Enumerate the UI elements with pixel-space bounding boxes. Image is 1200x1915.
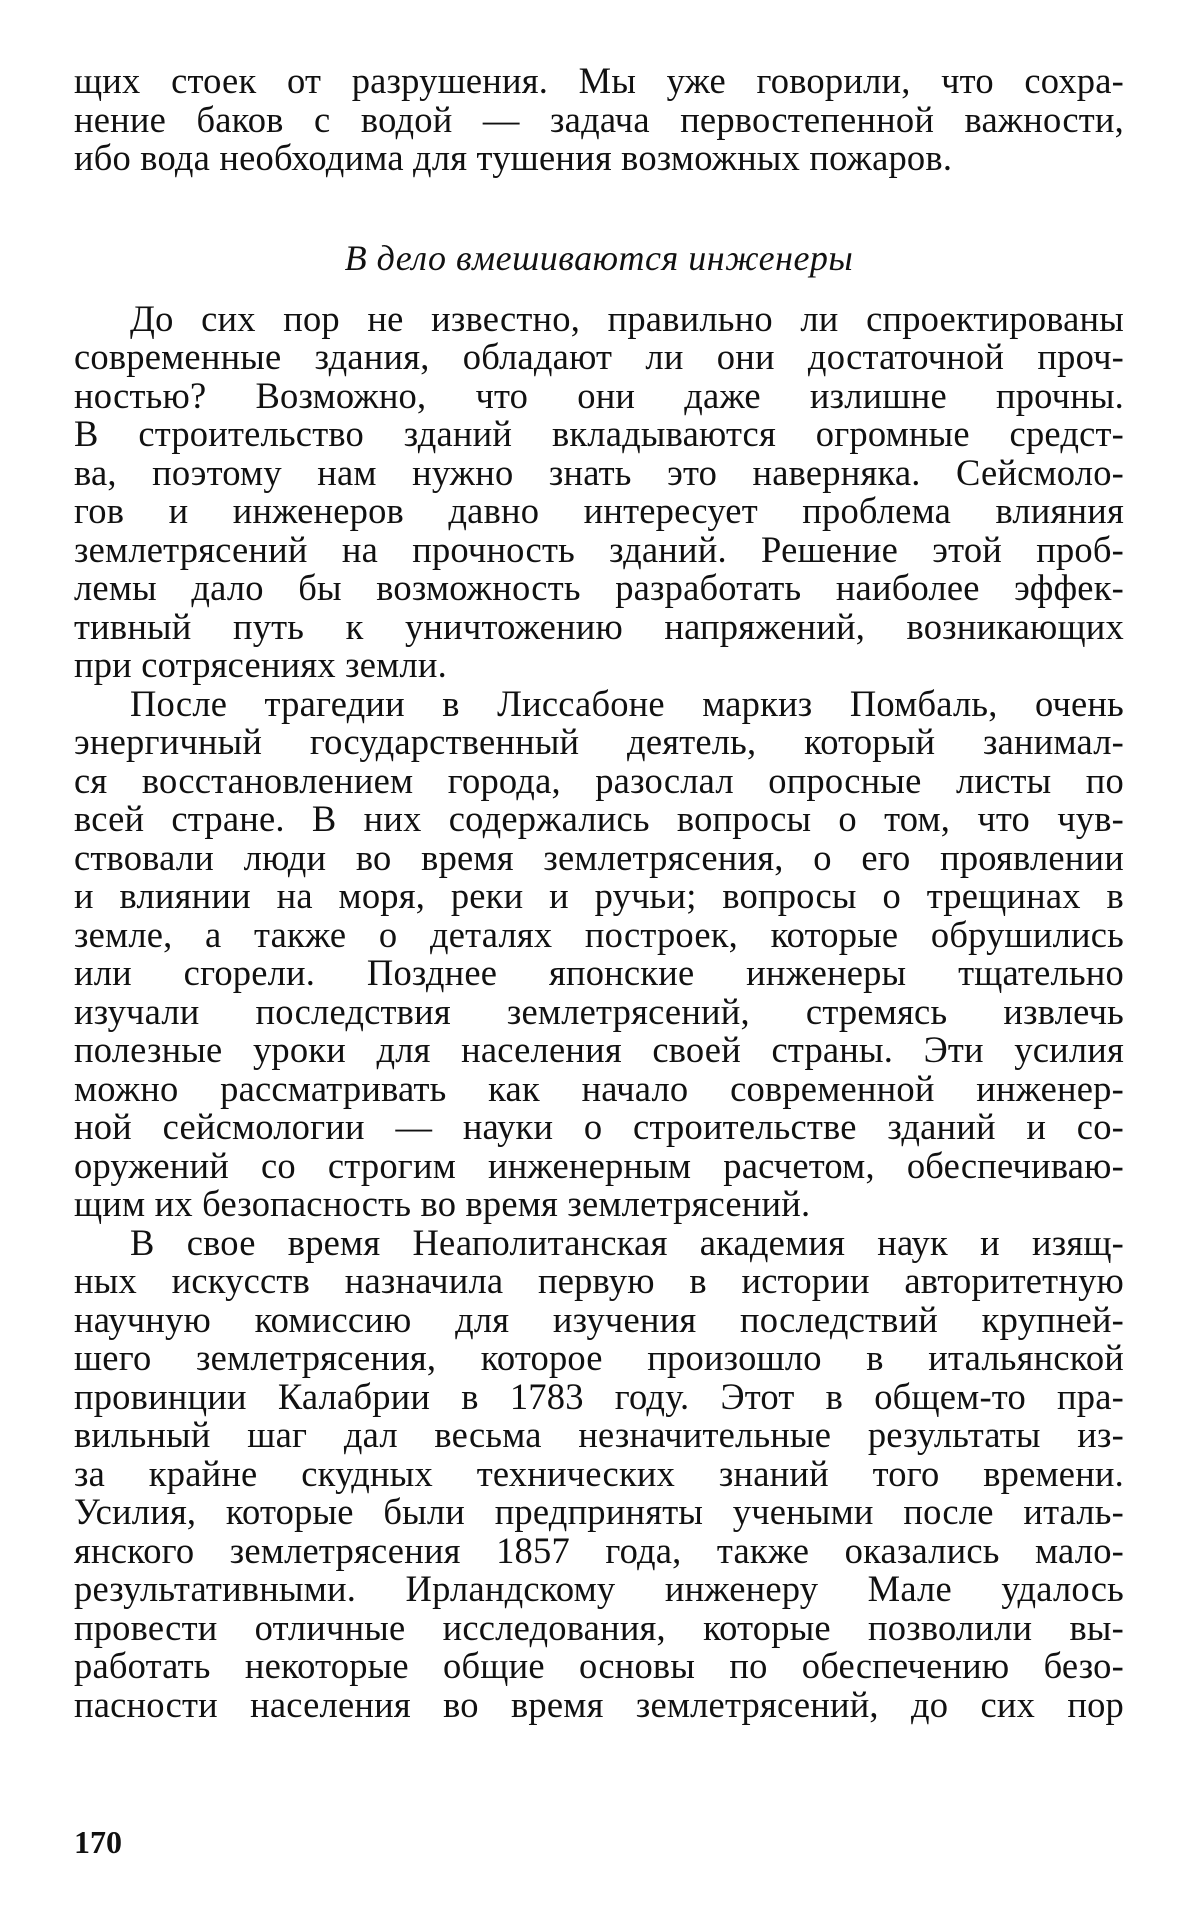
text-line: лемы дало бы возможность разработать наиболее эффек- bbox=[74, 567, 1124, 608]
text-line: или сгорели. Позднее японские инженеры тщательно bbox=[74, 952, 1124, 993]
intro-paragraph bbox=[74, 62, 1124, 178]
text-line: земле, а также о деталях построек, которые обрушились bbox=[74, 913, 1124, 955]
text-line: современные здания, обладают ли они достаточной проч- bbox=[74, 336, 1124, 377]
text-line: нение баков с водой — задача первостепенной важности, bbox=[74, 98, 1124, 140]
text-line: ибо вода необходима для тушения возможных пожаров. bbox=[74, 137, 953, 178]
book-page bbox=[74, 62, 1124, 1724]
text-line: и влиянии на моря, реки и ручьи; вопросы о трещинах в bbox=[74, 875, 1124, 916]
text-line: работать некоторые общие основы по обеспечению безо- bbox=[74, 1645, 1124, 1686]
text-line: Усилия, которые были предприняты учеными после италь- bbox=[74, 1491, 1124, 1532]
text-line: тивный путь к уничтожению напряжений, возникающих bbox=[74, 605, 1124, 647]
text-line: В свое время Неаполитанская академия наук и изящ- bbox=[130, 1221, 1124, 1263]
text-line: результативными. Ирландскому инженеру Мале удалось bbox=[74, 1568, 1124, 1609]
text-line: гов и инженеров давно интересует проблема влияния bbox=[74, 490, 1124, 531]
paragraph-3 bbox=[74, 1221, 1124, 1725]
text-line: оружений со строгим инженерным расчетом, обеспечиваю- bbox=[74, 1144, 1124, 1186]
text-line: научную комиссию для изучения последствий крупней- bbox=[74, 1298, 1124, 1340]
text-line: ной сейсмологии — науки о строительстве зданий и со- bbox=[74, 1106, 1124, 1147]
text-line: изучали последствия землетрясений, стремясь извлечь bbox=[74, 990, 1124, 1032]
text-line: провести отличные исследования, которые позволили вы- bbox=[74, 1606, 1124, 1648]
text-line: щим их безопасность во время землетрясений. bbox=[74, 1183, 811, 1224]
text-line: полезные уроки для населения своей страны. Эти усилия bbox=[74, 1029, 1124, 1070]
text-line: пасности населения во время землетрясений, до сих пор bbox=[74, 1683, 1124, 1725]
text-line: В строительство зданий вкладываются огромные средст- bbox=[74, 413, 1124, 454]
text-line: вильный шаг дал весьма незначительные результаты из- bbox=[74, 1414, 1124, 1455]
paragraph-2 bbox=[74, 682, 1124, 1224]
text-line: янского землетрясения 1857 года, также оказались мало- bbox=[74, 1529, 1124, 1571]
paragraph-1 bbox=[74, 297, 1124, 685]
text-line: ных искусств назначила первую в истории авторитетную bbox=[74, 1260, 1124, 1301]
text-line: при сотрясениях земли. bbox=[74, 644, 447, 685]
text-line: землетрясений на прочность зданий. Решение этой проб- bbox=[74, 528, 1124, 570]
section-heading: В дело вмешиваются инженеры bbox=[344, 237, 854, 278]
text-line: можно рассматривать как начало современной инженер- bbox=[74, 1067, 1124, 1109]
text-line: щих стоек от разрушения. Мы уже говорили, что сохра- bbox=[74, 60, 1124, 101]
text-line: энергичный государственный деятель, который занимал- bbox=[74, 721, 1124, 762]
text-line: До сих пор не известно, правильно ли спроектированы bbox=[130, 297, 1124, 339]
text-line: ствовали люди во время землетрясения, о его проявлении bbox=[74, 836, 1124, 878]
text-line: ва, поэтому нам нужно знать это наверняка. Сейсмоло- bbox=[74, 451, 1124, 493]
text-line: После трагедии в Лиссабоне маркиз Помбаль, очень bbox=[130, 682, 1124, 724]
text-line: ностью? Возможно, что они даже излишне прочны. bbox=[74, 374, 1124, 416]
text-line: за крайне скудных технических знаний того времени. bbox=[74, 1452, 1124, 1494]
text-line: шего землетрясения, которое произошло в итальянской bbox=[74, 1337, 1124, 1378]
text-line: провинции Калабрии в 1783 году. Этот в общем-то пра- bbox=[74, 1375, 1124, 1417]
text-line: всей стране. В них содержались вопросы о том, что чув- bbox=[74, 798, 1124, 839]
text-line: ся восстановлением города, разослал опросные листы по bbox=[74, 759, 1124, 801]
page-number: 170 bbox=[74, 1824, 122, 1860]
